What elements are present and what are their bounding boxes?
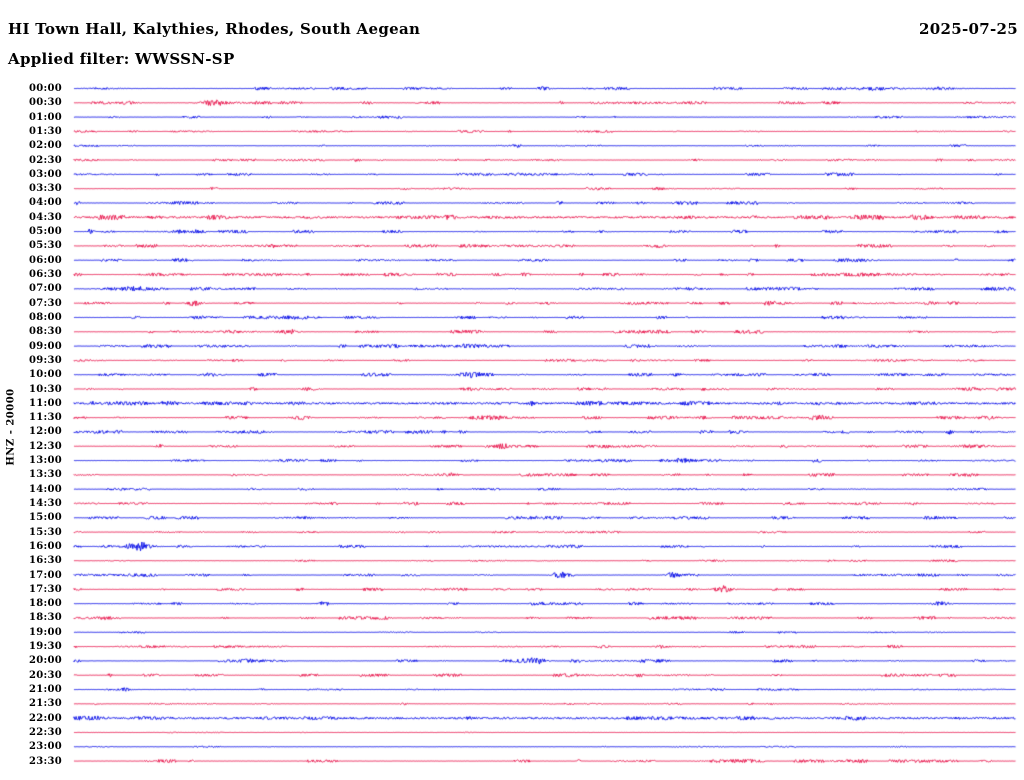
row-time-label: 20:00	[28, 655, 62, 667]
row-time-label: 06:30	[28, 269, 62, 281]
row-time-label: 23:30	[28, 755, 62, 767]
row-time-label: 05:00	[28, 226, 62, 238]
row-time-label: 21:30	[28, 698, 62, 710]
row-time-label: 12:30	[28, 440, 62, 452]
row-time-label: 10:00	[28, 369, 62, 381]
row-time-label: 05:30	[28, 240, 62, 252]
row-time-label: 19:30	[28, 641, 62, 653]
row-time-label: 01:00	[28, 111, 62, 123]
row-time-label: 22:30	[28, 726, 62, 738]
row-time-label: 12:00	[28, 426, 62, 438]
row-time-label: 17:30	[28, 583, 62, 595]
row-time-label: 20:30	[28, 669, 62, 681]
row-time-label: 18:00	[28, 598, 62, 610]
row-time-label: 04:30	[28, 211, 62, 223]
row-time-label: 13:30	[28, 469, 62, 481]
row-time-label: 13:00	[28, 455, 62, 467]
row-time-label: 14:00	[28, 483, 62, 495]
row-time-label: 23:00	[28, 741, 62, 753]
row-time-label: 14:30	[28, 497, 62, 509]
row-time-label: 07:30	[28, 297, 62, 309]
row-time-label: 21:00	[28, 684, 62, 696]
row-time-label: 04:00	[28, 197, 62, 209]
row-time-label: 03:00	[28, 168, 62, 180]
row-time-label: 22:00	[28, 712, 62, 724]
row-time-label: 16:00	[28, 540, 62, 552]
row-time-label: 02:30	[28, 154, 62, 166]
row-time-label: 19:00	[28, 626, 62, 638]
row-time-label: 06:00	[28, 254, 62, 266]
row-time-label: 11:00	[28, 397, 62, 409]
row-time-label: 11:30	[28, 412, 62, 424]
row-time-label: 15:30	[28, 526, 62, 538]
row-time-label: 10:30	[28, 383, 62, 395]
row-time-label: 02:00	[28, 140, 62, 152]
row-time-label: 18:30	[28, 612, 62, 624]
row-time-label: 09:00	[28, 340, 62, 352]
row-time-label: 00:30	[28, 97, 62, 109]
row-time-label: 17:00	[28, 569, 62, 581]
row-time-label: 16:30	[28, 555, 62, 567]
row-time-label: 07:00	[28, 283, 62, 295]
row-time-label: 01:30	[28, 125, 62, 137]
row-time-label: 03:30	[28, 183, 62, 195]
row-time-label: 15:00	[28, 512, 62, 524]
row-time-label: 00:00	[28, 83, 62, 94]
row-time-label: 08:30	[28, 326, 62, 338]
row-time-label: 08:00	[28, 311, 62, 323]
row-time-label: 09:30	[28, 354, 62, 366]
